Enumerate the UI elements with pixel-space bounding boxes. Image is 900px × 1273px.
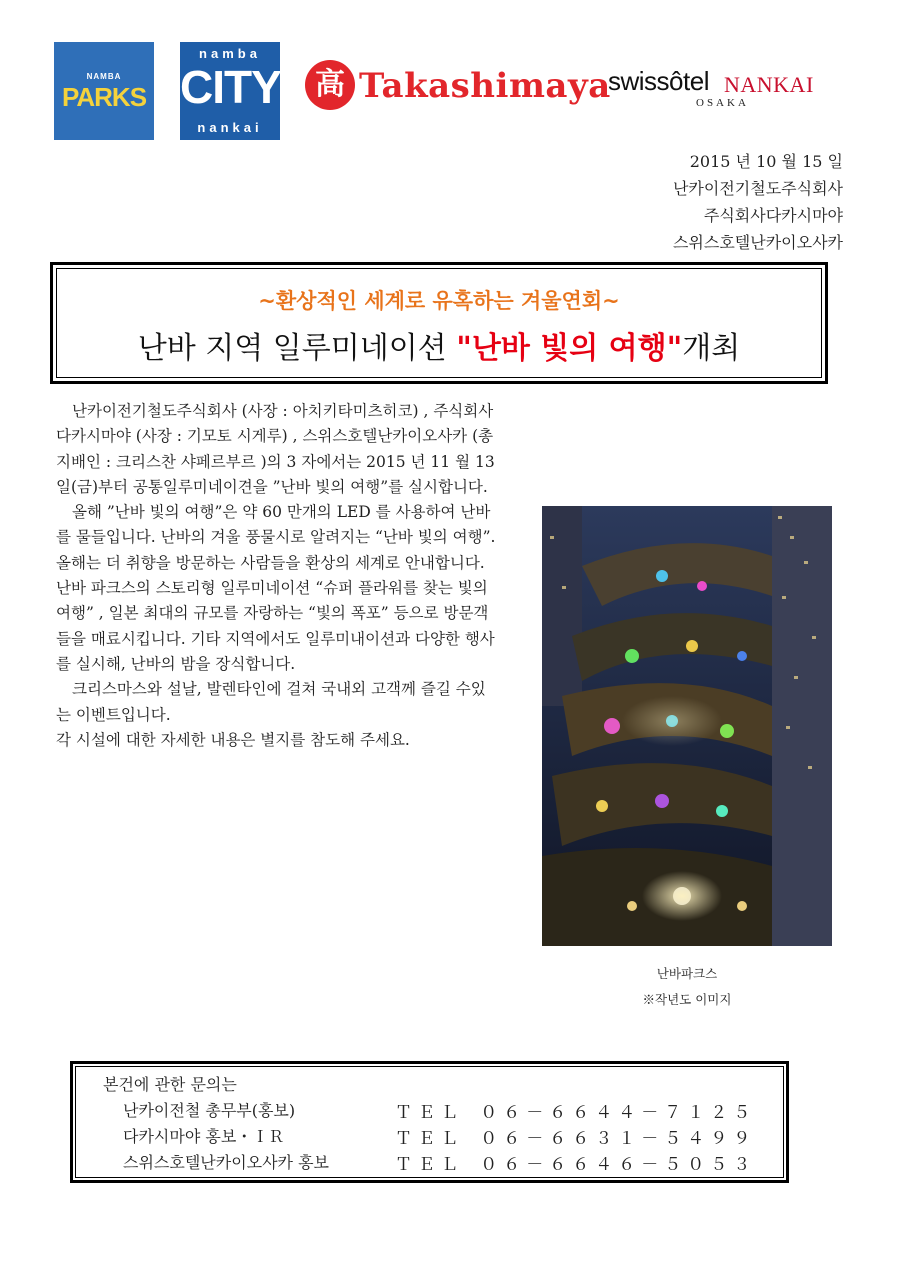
- takashimaya-mark-icon: 高: [305, 60, 355, 110]
- namba-parks-logo-name: PARKS: [61, 82, 147, 112]
- contact-tel: ＴＥＬ ０６－６６４６－５０５３: [395, 1155, 757, 1175]
- issuer-2: 주식회사다카시마야: [703, 206, 843, 225]
- contact-tel: ＴＥＬ ０６－６６４４－７１２５: [395, 1103, 757, 1123]
- namba-parks-logo: [54, 42, 154, 140]
- paragraph-1: 난카이전기철도주식회사 (사장 : 아치키타미츠히코) , 주식회사다카시마야 (사장 : 기모토 시게루) , 스위스호텔난카이오사카 (총지배인 : 크리스찬 샤페르부르 )의 3 자에서는 2015 년 11 월 13 일(금)부터 공통일루미네이견을 ”난바 빛의 여행”를 실시합니다.: [56, 402, 495, 496]
- contact-label: 난카이전철 총무부(홍보): [123, 1101, 296, 1120]
- photo-caption: 난바파크스: [656, 966, 718, 981]
- paragraph-4: 각 시설에 대한 자세한 내용은 별지를 참도해 주세요.: [56, 730, 410, 749]
- illumination-photo-illustration: [542, 506, 832, 946]
- takashimaya-logo-name: Takashimaya: [359, 66, 611, 106]
- takashimaya-logo: [305, 60, 611, 120]
- namba-city-logo-bottom: nankai: [197, 120, 263, 135]
- paragraph-3: 크리스마스와 설날, 발렌타인에 걸쳐 국내외 고객께 즐길 수있는 이벤트입니다.: [56, 680, 486, 724]
- main-title-suffix: 개최: [682, 331, 741, 366]
- release-date: 2015 년 10 월 15 일: [689, 152, 843, 171]
- namba-city-logo: [180, 42, 280, 140]
- main-title-prefix: 난바 지역 일루미네이션: [137, 331, 457, 366]
- namba-city-logo-main: CITY: [180, 61, 281, 113]
- contact-box: [70, 1061, 789, 1183]
- title-box: [50, 262, 828, 384]
- issuer-1: 난카이전기철도주식회사: [672, 179, 843, 198]
- contact-label: 다카시마야 홍보・ＩＲ: [123, 1127, 285, 1146]
- swissotel-logo-brand: NANKAI: [724, 72, 814, 97]
- swissotel-logo-city: OSAKA: [696, 97, 749, 109]
- contact-tel: ＴＥＬ ０６－６６３１－５４９９: [395, 1129, 757, 1149]
- body-text: [56, 399, 496, 753]
- contact-label: 스위스호텔난카이오사카 홍보: [123, 1153, 330, 1172]
- paragraph-2: 올해 ”난바 빛의 여행”은 약 60 만개의 LED 를 사용하여 난바를 물들입니다. 난바의 겨울 풍물시로 알려지는 “난바 빛의 여행”. 올해는 더 취향을 방문하는 사람들을 환상의 세계로 안내합니다. 난바 파크스의 스토리형 일루미네이션 “슈퍼 플라워를 찾는 빛의 여행” , 일본 최대의 규모를 자랑하는 “빛의 폭포” 등으로 방문객들을 매료시킵니다. 기타 지역에서도 일루미내이션과 다양한 행사를 실시해, 난바의 밤을 장식합니다.: [56, 503, 496, 673]
- contact-heading: 본건에 관한 문의는: [103, 1075, 237, 1094]
- main-title: [53, 323, 825, 367]
- namba-city-logo-top: namba: [199, 46, 261, 61]
- photo-note: ※작년도 이미지: [642, 992, 732, 1007]
- main-title-highlight: "난바 빛의 여행": [456, 331, 683, 366]
- namba-parks-illumination-photo: [542, 506, 832, 946]
- subtitle: ~환상적인 세계로 유혹하는 겨울연회~: [258, 289, 620, 313]
- swissotel-logo-name: swissôtel: [608, 66, 709, 96]
- issuer-3: 스위스호텔난카이오사카: [672, 233, 843, 252]
- swissotel-logo: [608, 66, 840, 116]
- namba-parks-logo-small: NAMBA: [86, 72, 122, 81]
- issuer-block: [673, 148, 843, 256]
